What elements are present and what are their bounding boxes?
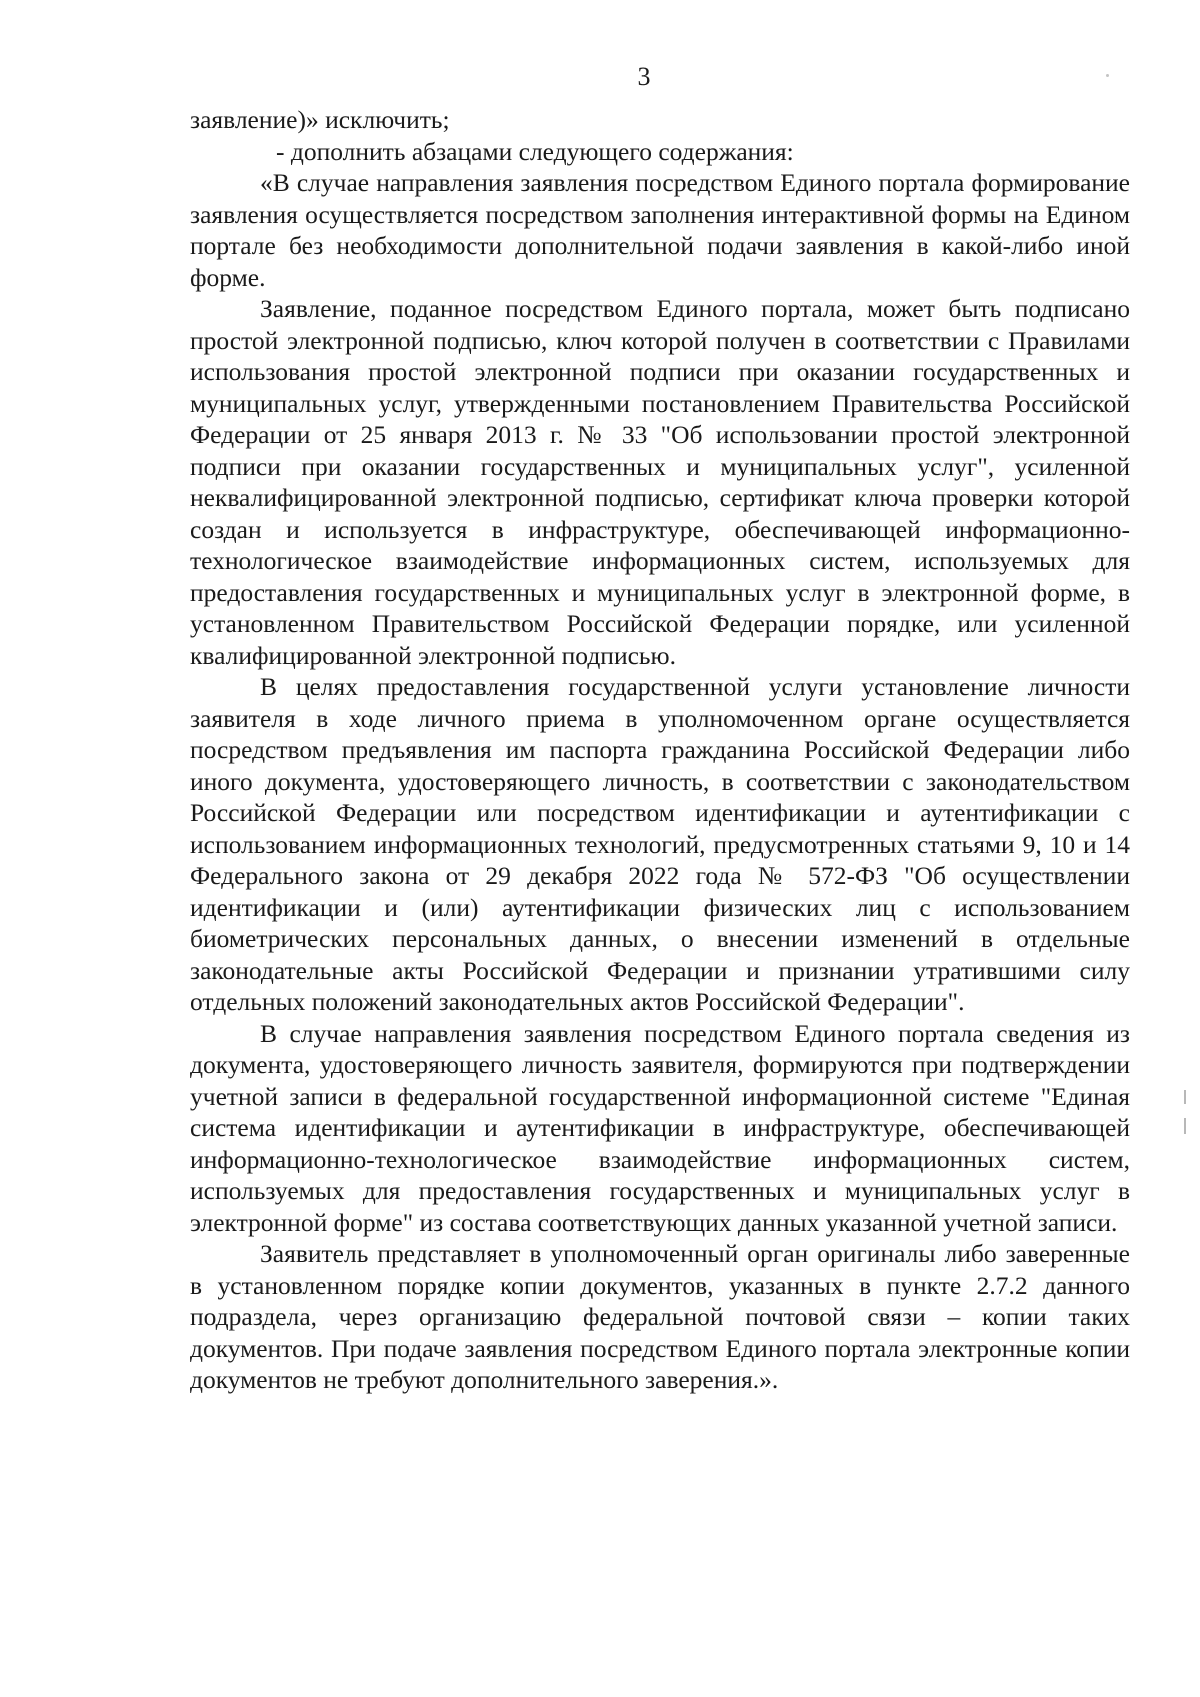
- paragraph-exclusion-note: заявление)» исключить;: [190, 105, 450, 134]
- paragraph-interactive-form: «В случае направления заявления посредством Единого портала формирование заявления осуществляется посредством заполнения интерактивной формы на Едином портале без необходимости дополнительной подачи заявления в какой-либо иной форме.: [190, 168, 1130, 292]
- document-body: [190, 104, 1130, 1396]
- paragraph-amendment-intro: - дополнить абзацами следующего содержания:: [276, 136, 794, 166]
- paragraph-electronic-signature: Заявление, поданное посредством Единого портала, может быть подписано простой электронной подписью, ключ которой получен в соответствии с Правилами использования простой электронной подписи при оказании государственных и муниципальных услуг, утвержденными постановлением Правительства Российской Федерации от 25 января 2013 г. № 33 "Об использовании простой электронной подписи при оказании государственных и муниципальных услуг", усиленной неквалифицированной электронной подписью, сертификат ключа проверки которой создан и используется в инфраструктуре, обеспечивающей информационно-технологическое взаимодействие информационных систем, используемых для предоставления государственных и муниципальных услуг в электронной форме, в установленном Правительством Российской Федерации порядке, или усиленной квалифицированной электронной подписью.: [190, 294, 1130, 670]
- paragraph-identity-verification: В целях предоставления государственной услуги установление личности заявителя в ходе личного приема в уполномоченном органе осуществляется посредством предъявления им паспорта гражданина Российской Федерации либо иного документа, удостоверяющего личность, в соответствии с законодательством Российской Федерации или посредством идентификации и аутентификации с использованием информационных технологий, предусмотренных статьями 9, 10 и 14 Федерального закона от 29 декабря 2022 года № 572-ФЗ "Об осуществлении идентификации и (или) аутентификации физических лиц с использованием биометрических персональных данных, о внесении изменений в отдельные законодательные акты Российской Федерации и признании утратившими силу отдельных положений законодательных актов Российской Федерации".: [190, 672, 1130, 1016]
- scan-artifact-dot: [1106, 74, 1109, 77]
- paragraph-document-copies: Заявитель представляет в уполномоченный орган оригиналы либо заверенные в установленном порядке копии документов, указанных в пункте 2.7.2 данного подраздела, через организацию федеральной почтовой связи – копии таких документов. При подаче заявления посредством Единого портала электронные копии документов не требуют дополнительного заверения.».: [190, 1239, 1130, 1394]
- scan-artifact-mark: [1184, 1118, 1186, 1134]
- scan-artifact-mark: [1184, 1090, 1186, 1104]
- page-number: 3: [637, 62, 651, 91]
- paragraph-esia-data: В случае направления заявления посредством Единого портала сведения из документа, удостоверяющего личность заявителя, формируются при подтверждении учетной записи в федеральной государственной информационной системе "Единая система идентификации и аутентификации в инфраструктуре, обеспечивающей информационно-технологическое взаимодействие информационных систем, используемых для предоставления государственных и муниципальных услуг в электронной форме" из состава соответствующих данных указанной учетной записи.: [190, 1018, 1130, 1237]
